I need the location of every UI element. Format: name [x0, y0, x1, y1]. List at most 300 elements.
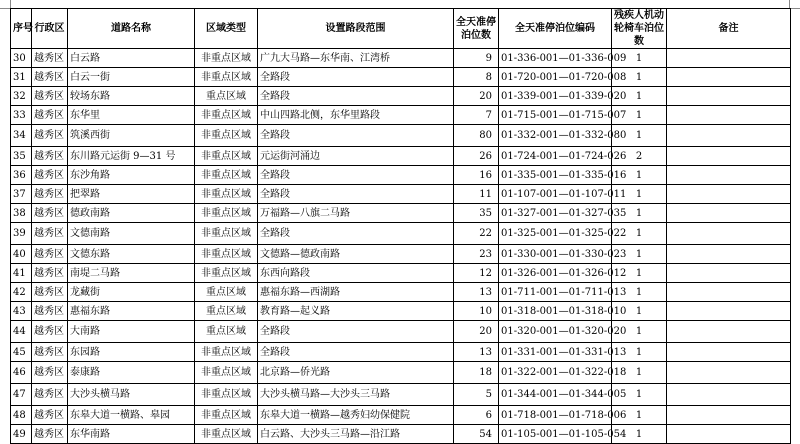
cell-zone-text: 重点区域	[206, 326, 246, 337]
cell-no-text: 34	[13, 130, 26, 141]
cell-no-text: 36	[13, 169, 26, 181]
cell-code	[499, 68, 627, 87]
cell-no	[11, 106, 32, 125]
cell-district	[32, 49, 68, 68]
cell-spots-text: 12	[479, 267, 492, 279]
cell-wheelchair-text: 1	[635, 109, 643, 121]
cell-remark	[667, 125, 791, 147]
cell-wheelchair-text: 1	[635, 71, 643, 83]
cell-zone	[195, 343, 258, 362]
cell-code-text: 01-344-001—01-344-005	[501, 389, 627, 400]
cell-no	[11, 185, 32, 204]
cell-remark	[667, 204, 791, 223]
table-row	[11, 204, 791, 223]
cell-range	[258, 406, 454, 425]
cell-no	[11, 343, 32, 362]
table-row	[11, 166, 791, 185]
cell-zone-text: 非重点区域	[201, 71, 251, 83]
cell-district-text: 越秀区	[34, 428, 64, 440]
cell-district	[32, 283, 68, 302]
table-row	[11, 283, 791, 302]
cell-road-text: 德政南路	[70, 207, 110, 219]
cell-wheelchair-text: 1	[635, 52, 643, 64]
cell-spots	[454, 321, 499, 343]
table-row	[11, 264, 791, 283]
cell-district	[32, 106, 68, 125]
cell-zone	[195, 166, 258, 185]
cell-district	[32, 264, 68, 283]
cell-code	[499, 125, 627, 147]
cell-road	[68, 106, 195, 125]
cell-road	[68, 166, 195, 185]
cell-zone	[195, 283, 258, 302]
cell-no	[11, 49, 32, 68]
cell-district-text: 越秀区	[34, 130, 64, 141]
cell-code	[499, 166, 627, 185]
cell-zone	[195, 384, 258, 406]
header-zone: 区域类型	[195, 9, 258, 49]
cell-range-text: 惠福东路—西湖路	[260, 286, 340, 298]
cell-code	[499, 245, 627, 264]
cell-wheelchair-text: 2	[635, 150, 643, 162]
cell-code	[499, 223, 627, 245]
table-row	[11, 362, 791, 384]
cell-remark	[667, 362, 791, 384]
cell-range-text: 全路段	[260, 71, 290, 83]
cell-wheelchair-text: 1	[635, 409, 643, 421]
header-range: 设置路段范围	[258, 9, 454, 49]
cell-road	[68, 283, 195, 302]
cell-no-text: 40	[13, 248, 26, 260]
cell-road	[68, 49, 195, 68]
cell-code	[499, 204, 627, 223]
cell-range-text: 全路段	[260, 130, 290, 141]
table-body	[11, 49, 791, 444]
cell-zone	[195, 406, 258, 425]
cell-range	[258, 302, 454, 321]
cell-no-text: 42	[13, 286, 26, 298]
cell-district	[32, 223, 68, 245]
cell-no-text: 39	[13, 228, 26, 239]
cell-zone-text: 非重点区域	[201, 207, 251, 219]
cell-range	[258, 49, 454, 68]
cell-zone	[195, 185, 258, 204]
table-row	[11, 223, 791, 245]
cell-road-text: 龙藏街	[70, 286, 100, 298]
cell-no-text: 41	[13, 267, 26, 279]
cell-district-text: 越秀区	[34, 267, 64, 279]
cell-code	[499, 147, 627, 166]
cell-code-text: 01-327-001—01-327-035	[501, 207, 627, 219]
cell-range-text: 北京路—侨光路	[260, 367, 330, 378]
cell-road-text: 南堤二马路	[70, 267, 120, 279]
cell-remark	[667, 321, 791, 343]
cell-spots-text: 80	[479, 130, 492, 141]
cell-zone-text: 非重点区域	[201, 169, 251, 181]
cell-spots-text: 7	[485, 109, 492, 121]
cell-wheelchair-text: 1	[635, 389, 643, 400]
cell-code	[499, 283, 627, 302]
cell-district-text: 越秀区	[34, 326, 64, 337]
cell-district	[32, 125, 68, 147]
cell-district	[32, 185, 68, 204]
cell-spots	[454, 68, 499, 87]
cell-range-text: 全路段	[260, 326, 290, 337]
cell-spots	[454, 264, 499, 283]
cell-zone-text: 非重点区域	[201, 428, 251, 440]
cell-remark	[667, 68, 791, 87]
cell-spots-text: 5	[485, 389, 492, 400]
cell-wheelchair-text: 1	[635, 326, 643, 337]
cell-range	[258, 384, 454, 406]
cell-district-text: 越秀区	[34, 286, 64, 298]
cell-range-text: 全路段	[260, 346, 290, 358]
cell-no	[11, 321, 32, 343]
cell-no-text: 32	[13, 90, 26, 102]
cell-road-text: 文德南路	[70, 228, 110, 239]
cell-remark	[667, 302, 791, 321]
cell-road	[68, 147, 195, 166]
cell-district	[32, 406, 68, 425]
cell-zone-text: 非重点区域	[201, 267, 251, 279]
cell-district-text: 越秀区	[34, 409, 64, 421]
cell-road	[68, 223, 195, 245]
cell-district-text: 越秀区	[34, 90, 64, 102]
cell-district-text: 越秀区	[34, 52, 64, 64]
cell-range	[258, 245, 454, 264]
cell-road	[68, 343, 195, 362]
cell-road-text: 文德东路	[70, 248, 110, 260]
cell-range-text: 东皋大道一横路—越秀妇幼保健院	[260, 409, 410, 421]
cell-no	[11, 425, 32, 444]
cell-no-text: 33	[13, 109, 26, 121]
cell-spots	[454, 185, 499, 204]
cell-range	[258, 87, 454, 106]
table-row	[11, 406, 791, 425]
table-row	[11, 321, 791, 343]
cell-spots	[454, 406, 499, 425]
cell-wheelchair-text: 1	[635, 228, 643, 239]
cell-spots	[454, 106, 499, 125]
cell-wheelchair-text: 1	[635, 130, 643, 141]
cell-zone-text: 非重点区域	[201, 346, 251, 358]
cell-wheelchair-text: 1	[635, 305, 643, 317]
cell-road-text: 泰康路	[70, 367, 100, 378]
cell-spots	[454, 384, 499, 406]
cell-district-text: 越秀区	[34, 228, 64, 239]
cell-spots	[454, 166, 499, 185]
cell-range-text: 教育路—起义路	[260, 305, 330, 317]
cell-road-text: 惠福东路	[70, 305, 110, 317]
cell-district	[32, 321, 68, 343]
cell-district	[32, 68, 68, 87]
cell-spots	[454, 362, 499, 384]
cell-remark	[667, 384, 791, 406]
cell-spots-text: 20	[479, 90, 492, 102]
cell-zone-text: 重点区域	[206, 90, 246, 102]
cell-range	[258, 362, 454, 384]
cell-spots-text: 9	[485, 52, 492, 64]
cell-range-text: 万福路—八旗二马路	[260, 207, 350, 219]
cell-road	[68, 264, 195, 283]
cell-range-text: 广九大马路—东华南、江湾桥	[260, 52, 390, 64]
cell-remark	[667, 283, 791, 302]
cell-code	[499, 185, 627, 204]
cell-no-text: 48	[13, 409, 26, 421]
cell-range	[258, 223, 454, 245]
cell-remark	[667, 425, 791, 444]
table-row	[11, 384, 791, 406]
cell-zone-text: 非重点区域	[201, 367, 251, 378]
cell-code	[499, 49, 627, 68]
cell-range	[258, 343, 454, 362]
cell-zone	[195, 204, 258, 223]
cell-no-text: 47	[13, 389, 26, 400]
cell-code-text: 01-718-001—01-718-006	[501, 409, 627, 421]
cell-zone	[195, 264, 258, 283]
cell-road-text: 大南路	[70, 326, 100, 337]
cell-road-text: 白云路	[70, 52, 100, 64]
header-no: 序号	[11, 9, 32, 49]
cell-zone	[195, 223, 258, 245]
cell-zone-text: 非重点区域	[201, 150, 251, 162]
cell-range-text: 全路段	[260, 90, 290, 102]
cell-no-text: 30	[13, 52, 26, 64]
table-row	[11, 49, 791, 68]
cell-code-text: 01-339-001—01-339-020	[501, 90, 627, 102]
cell-code	[499, 362, 627, 384]
cell-zone-text: 非重点区域	[201, 409, 251, 421]
cell-district-text: 越秀区	[34, 305, 64, 317]
cell-zone	[195, 147, 258, 166]
cell-spots	[454, 87, 499, 106]
cell-district-text: 越秀区	[34, 169, 64, 181]
cell-no-text: 43	[13, 305, 26, 317]
cell-no-text: 38	[13, 207, 26, 219]
cell-zone	[195, 49, 258, 68]
cell-no	[11, 302, 32, 321]
cell-no-text: 44	[13, 326, 26, 337]
cell-road-text: 东华南路	[70, 428, 110, 440]
cell-zone	[195, 245, 258, 264]
cell-no-text: 46	[13, 367, 26, 378]
cell-district	[32, 425, 68, 444]
cell-road	[68, 362, 195, 384]
cell-code	[499, 343, 627, 362]
cell-zone-text: 非重点区域	[201, 130, 251, 141]
cell-range-text: 全路段	[260, 169, 290, 181]
table-row	[11, 302, 791, 321]
cell-code	[499, 425, 627, 444]
table-row	[11, 68, 791, 87]
cell-district-text: 越秀区	[34, 188, 64, 200]
cell-road	[68, 425, 195, 444]
cell-district-text: 越秀区	[34, 71, 64, 83]
cell-code-text: 01-325-001—01-325-022	[501, 228, 627, 239]
header-wheelchair: 残疾人机动轮椅车泊位数	[612, 9, 667, 49]
cell-range	[258, 204, 454, 223]
cell-no-text: 45	[13, 346, 26, 358]
cell-zone-text: 非重点区域	[201, 228, 251, 239]
cell-no	[11, 283, 32, 302]
table-row	[11, 106, 791, 125]
cell-spots-text: 22	[479, 228, 492, 239]
cell-spots	[454, 283, 499, 302]
table-row	[11, 87, 791, 106]
cell-no-text: 31	[13, 71, 26, 83]
cell-wheelchair-text: 1	[635, 207, 643, 219]
cell-road	[68, 406, 195, 425]
cell-zone	[195, 125, 258, 147]
cell-code-text: 01-332-001—01-332-080	[501, 130, 627, 141]
cell-wheelchair-text: 1	[635, 367, 643, 378]
cell-code-text: 01-720-001—01-720-008	[501, 71, 627, 83]
cell-road-text: 筑溪西街	[70, 130, 110, 141]
table-row	[11, 185, 791, 204]
cell-road-text: 东川路元运街 9—31 号	[70, 150, 176, 162]
cell-district-text: 越秀区	[34, 150, 64, 162]
cell-code-text: 01-320-001—01-320-020	[501, 326, 627, 337]
header-code: 全天准停泊位编码	[499, 9, 612, 49]
cell-code-text: 01-711-001—01-711-013	[501, 286, 627, 298]
cell-no	[11, 406, 32, 425]
cell-district	[32, 343, 68, 362]
cell-range-text: 白云路、大沙头三马路—沿江路	[260, 428, 400, 440]
cell-spots-text: 18	[479, 367, 492, 378]
cell-district	[32, 166, 68, 185]
cell-road-text: 东沙角路	[70, 169, 110, 181]
cell-road-text: 东皋大道一横路、皋园	[70, 409, 170, 421]
cell-district	[32, 147, 68, 166]
table-row	[11, 425, 791, 444]
parking-table	[10, 8, 791, 444]
cell-road	[68, 204, 195, 223]
cell-spots-text: 20	[479, 326, 492, 337]
cell-remark	[667, 147, 791, 166]
cell-zone	[195, 302, 258, 321]
cell-range-text: 全路段	[260, 188, 290, 200]
cell-zone-text: 重点区域	[206, 305, 246, 317]
cell-range-text: 东西向路段	[260, 267, 310, 279]
cell-no	[11, 125, 32, 147]
cell-remark	[667, 166, 791, 185]
cell-road	[68, 302, 195, 321]
cell-zone	[195, 321, 258, 343]
cell-spots-text: 8	[485, 71, 492, 83]
cell-remark	[667, 223, 791, 245]
cell-code	[499, 321, 627, 343]
cell-district	[32, 204, 68, 223]
cell-spots	[454, 343, 499, 362]
cell-range	[258, 68, 454, 87]
cell-spots	[454, 425, 499, 444]
cell-spots-text: 13	[479, 346, 492, 358]
cell-road	[68, 68, 195, 87]
cell-spots	[454, 49, 499, 68]
cell-code-text: 01-330-001—01-330-023	[501, 248, 627, 260]
cell-spots	[454, 125, 499, 147]
header-remark: 备注	[667, 9, 791, 49]
cell-spots-text: 35	[479, 207, 492, 219]
cell-zone-text: 非重点区域	[201, 52, 251, 64]
cell-district-text: 越秀区	[34, 248, 64, 260]
cell-no	[11, 245, 32, 264]
cell-no	[11, 264, 32, 283]
header-district: 行政区	[32, 9, 68, 49]
cell-road-text: 东园路	[70, 346, 100, 358]
cell-no	[11, 204, 32, 223]
cell-code-text: 01-107-001—01-107-011	[501, 188, 627, 200]
cell-spots	[454, 302, 499, 321]
cell-code-text: 01-715-001—01-715-007	[501, 109, 627, 121]
header-road: 道路名称	[68, 9, 195, 49]
cell-wheelchair-text: 1	[635, 346, 643, 358]
cell-zone-text: 非重点区域	[201, 389, 251, 400]
cell-range-text: 大沙头横马路—大沙头三马路	[260, 389, 390, 400]
cell-range	[258, 106, 454, 125]
cell-wheelchair-text: 1	[635, 248, 643, 260]
cell-remark	[667, 343, 791, 362]
cell-road-text: 东华里	[70, 109, 100, 121]
cell-zone	[195, 362, 258, 384]
cell-wheelchair-text: 1	[635, 188, 643, 200]
cell-zone-text: 重点区域	[206, 286, 246, 298]
cell-range-text: 文德路—德政南路	[260, 248, 340, 260]
cell-spots-text: 10	[479, 305, 492, 317]
cell-code-text: 01-724-001—01-724-026	[501, 150, 627, 162]
cell-spots	[454, 223, 499, 245]
cell-spots-text: 11	[479, 188, 492, 200]
header-spots: 全天准停泊位数	[454, 9, 499, 49]
cell-remark	[667, 245, 791, 264]
cell-range	[258, 321, 454, 343]
cell-no	[11, 87, 32, 106]
table-row	[11, 125, 791, 147]
cell-district	[32, 87, 68, 106]
cell-zone	[195, 68, 258, 87]
cell-no	[11, 223, 32, 245]
cell-zone-text: 非重点区域	[201, 248, 251, 260]
cell-district	[32, 302, 68, 321]
cell-road	[68, 87, 195, 106]
cell-no-text: 37	[13, 188, 26, 200]
cell-spots	[454, 204, 499, 223]
cell-wheelchair-text: 1	[635, 428, 643, 440]
cell-range	[258, 425, 454, 444]
table-row	[11, 343, 791, 362]
cell-wheelchair-text: 1	[635, 267, 643, 279]
cell-road-text: 大沙头横马路	[70, 389, 130, 400]
cell-district-text: 越秀区	[34, 346, 64, 358]
cell-zone-text: 非重点区域	[201, 109, 251, 121]
cell-zone	[195, 106, 258, 125]
cell-remark	[667, 106, 791, 125]
cell-road	[68, 245, 195, 264]
cell-wheelchair-text: 1	[635, 286, 643, 298]
cell-range	[258, 264, 454, 283]
cell-road-text: 把翠路	[70, 188, 100, 200]
cell-spots-text: 23	[479, 248, 492, 260]
cell-spots-text: 26	[479, 150, 492, 162]
cell-remark	[667, 264, 791, 283]
cell-district	[32, 384, 68, 406]
cell-spots	[454, 147, 499, 166]
cell-range	[258, 283, 454, 302]
cell-range	[258, 166, 454, 185]
cell-code-text: 01-322-001—01-322-018	[501, 367, 627, 378]
cell-district-text: 越秀区	[34, 207, 64, 219]
cell-range	[258, 185, 454, 204]
